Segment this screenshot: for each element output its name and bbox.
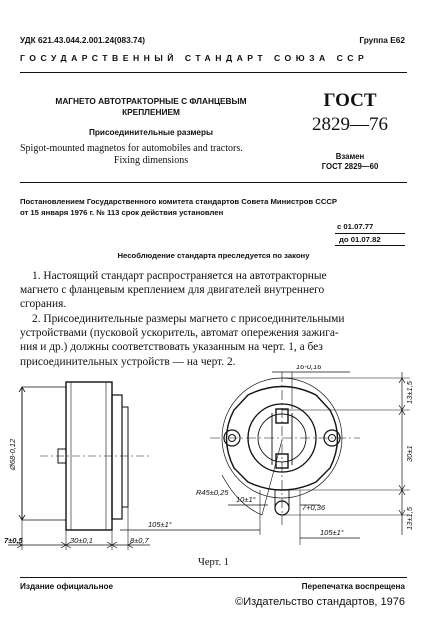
official-edition: Издание официальное — [20, 582, 114, 591]
decree-line1: Постановлением Государственного комитета стандартов Совета Министров СССР — [20, 197, 338, 206]
title-ru-line1: МАГНЕТО АВТОТРАКТОРНЫЕ С ФЛАНЦЕВЫМ — [55, 96, 247, 106]
replaces-value: ГОСТ 2829—60 — [321, 162, 379, 171]
law-notice: Несоблюдение стандарта преследуется по закону — [117, 251, 310, 260]
title-en-line1: Spigot-mounted magnetos for automobiles and tractors. — [20, 143, 243, 154]
drawing-caption: Черт. 1 — [198, 557, 229, 568]
footer-rule — [20, 577, 407, 578]
dim-8-07-label: 8±0,7 — [130, 536, 149, 545]
paragraph-1-line2: магнето с фланцевым креплением для двигателей внутреннего — [20, 284, 325, 297]
decree-line2: от 15 января 1976 г. № 113 срок действия установлен — [20, 208, 224, 217]
dim-30-label: 30±1 — [405, 445, 414, 462]
title-en-line2: Fixing dimensions — [113, 155, 189, 166]
paragraph-2 — [20, 312, 406, 369]
decree-to-date: до 01.07.82 — [339, 235, 381, 244]
drawing-1 — [0, 365, 427, 570]
paragraph-1-line1: 1. Настоящий стандарт распространяется на автотракторные — [32, 270, 327, 282]
dim-105-right-label: 105±1° — [320, 528, 344, 537]
dim-diameter-label: Ø68-0,12 — [8, 438, 17, 470]
paragraph-1 — [20, 269, 406, 312]
header-rule — [20, 72, 407, 73]
publisher-copyright: ©Издательство стандартов, 1976 — [235, 596, 405, 608]
dim-16-label: 16-0,16 — [296, 365, 322, 371]
reprint-notice: Перепечатка воспрещена — [301, 582, 405, 591]
replaces-label: Взамен — [335, 152, 365, 161]
decree-date-rule — [335, 233, 405, 234]
paragraph-2-line1: 2. Присоединительные размеры магнето с присоединительными — [32, 313, 345, 325]
dim-7-036-label: 7+0,36 — [302, 503, 326, 512]
paragraph-2-line3: ния и др.) должны соответствовать указанным на черт. 1, а без — [20, 341, 323, 354]
standard-banner: ГОСУДАРСТВЕННЫЙ СТАНДАРТ СОЮЗА ССР — [20, 53, 369, 63]
title-ru-line2: КРЕПЛЕНИЕМ — [122, 107, 180, 117]
dim-10-label: 10±1° — [236, 495, 256, 504]
dim-30-01-label: 30±0,1 — [70, 536, 93, 545]
dim-105-left-label: 105±1° — [148, 520, 172, 529]
gost-label: ГОСТ — [323, 90, 377, 111]
dim-7-05-label: 7±0,5 — [4, 536, 23, 545]
decree-from-date: с 01.07.77 — [337, 222, 374, 231]
dim-r45-label: R45±0,25 — [196, 488, 229, 497]
decree-date-rule-bottom — [335, 245, 405, 246]
gost-number: 2829—76 — [312, 114, 388, 135]
paragraph-1-line3: сгорания. — [20, 298, 67, 311]
dim-13a-label: 13±1,5 — [405, 381, 414, 404]
dim-13b-label: 13±1,5 — [405, 507, 414, 530]
title-rule — [20, 182, 407, 183]
paragraph-2-line2: устройствами (пусковой ускоритель, автомат опережения зажига- — [20, 327, 339, 340]
flange-side — [112, 395, 122, 519]
paragraph-2-line4: присоединительных устройств — на черт. 2. — [20, 355, 236, 368]
subtitle-ru: Присоединительные размеры — [89, 128, 213, 137]
group-code: Группа Е62 — [359, 35, 405, 45]
udc-code: УДК 621.43.044.2.001.24(083.74) — [20, 35, 146, 45]
